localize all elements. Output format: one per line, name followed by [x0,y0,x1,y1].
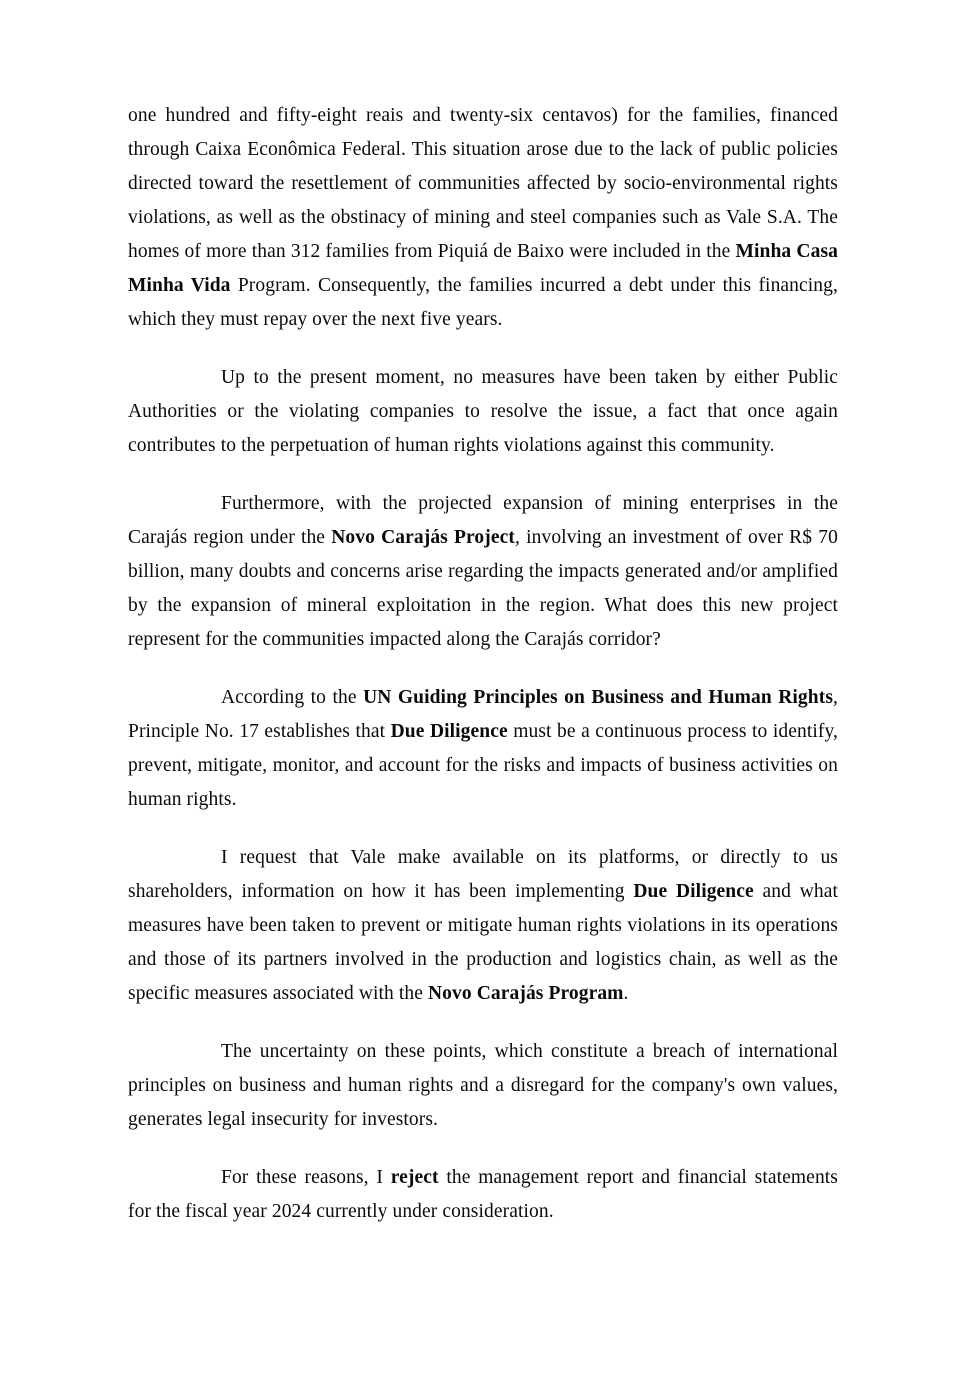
text-run: one hundred and fifty-eight reais and twenty-six centavos) for the families, financed through Caixa Econômica Federal. This situation arose due to the lack of public policies directed toward the resettlement of communities affected by socio-environmental rights violations, as well as the obstinacy of mining and steel companies such as Vale S.A. The homes of more than 312 families from Piquiá de Baixo were included in the [128,105,838,262]
bold-text-run: reject [390,1167,439,1188]
paragraph-compensation-financing [128,99,838,337]
paragraph-un-guiding-principles [128,681,838,817]
text-run: I request that Vale make available on its platforms, or directly to us shareholders, information on how it has been implementing [128,847,838,902]
text-run: , Principle No. 17 establishes that [128,687,838,742]
bold-text-run: Due Diligence [633,881,754,902]
paragraph-novo-carajas-expansion [128,487,838,657]
text-run: . [623,983,629,1004]
text-run: Furthermore, with the projected expansion of mining enterprises in the Carajás region under the [128,493,838,548]
text-run: the management report and financial statements for the fiscal year 2024 currently under consideration. [128,1167,838,1222]
text-run: For these reasons, I [221,1167,391,1188]
bold-text-run: UN Guiding Principles on Business and Human Rights [363,687,834,708]
paragraph-rejection-statement [128,1161,838,1229]
text-run: and what measures have been taken to prevent or mitigate human rights violations in its operations and those of its partners involved in the production and logistics chain, as well as the specific measures associated with the [128,881,838,1004]
text-run: , involving an investment of over R$ 70 billion, many doubts and concerns arise regarding the impacts generated and/or amplified by the expansion of mineral exploitation in the region. What does this new project represent for the communities impacted along the Carajás corridor? [128,527,838,650]
bold-text-run: Due Diligence [390,721,508,742]
bold-text-run: Minha Casa Minha Vida [128,241,838,296]
bold-text-run: Novo Carajás Project [331,527,515,548]
text-run: must be a continuous process to identify, prevent, mitigate, monitor, and account for the risks and impacts of business activities on human rights. [128,721,839,810]
text-run: Program. Consequently, the families incurred a debt under this financing, which they must repay over the next five years. [128,275,838,330]
bold-text-run: Novo Carajás Program [428,983,624,1004]
paragraph-request-to-vale [128,841,838,1011]
text-run: Up to the present moment, no measures have been taken by either Public Authorities or the violating companies to resolve the issue, a fact that once again contributes to the perpetuation of human rights violations against this community. [128,367,838,456]
text-run: According to the [221,687,364,708]
document-body [128,99,838,1253]
text-run: The uncertainty on these points, which constitute a breach of international principles on business and human rights and a disregard for the company's own values, generates legal insecurity for investors. [128,1041,838,1130]
paragraph-no-measures-taken [128,361,838,463]
paragraph-legal-insecurity [128,1035,838,1137]
